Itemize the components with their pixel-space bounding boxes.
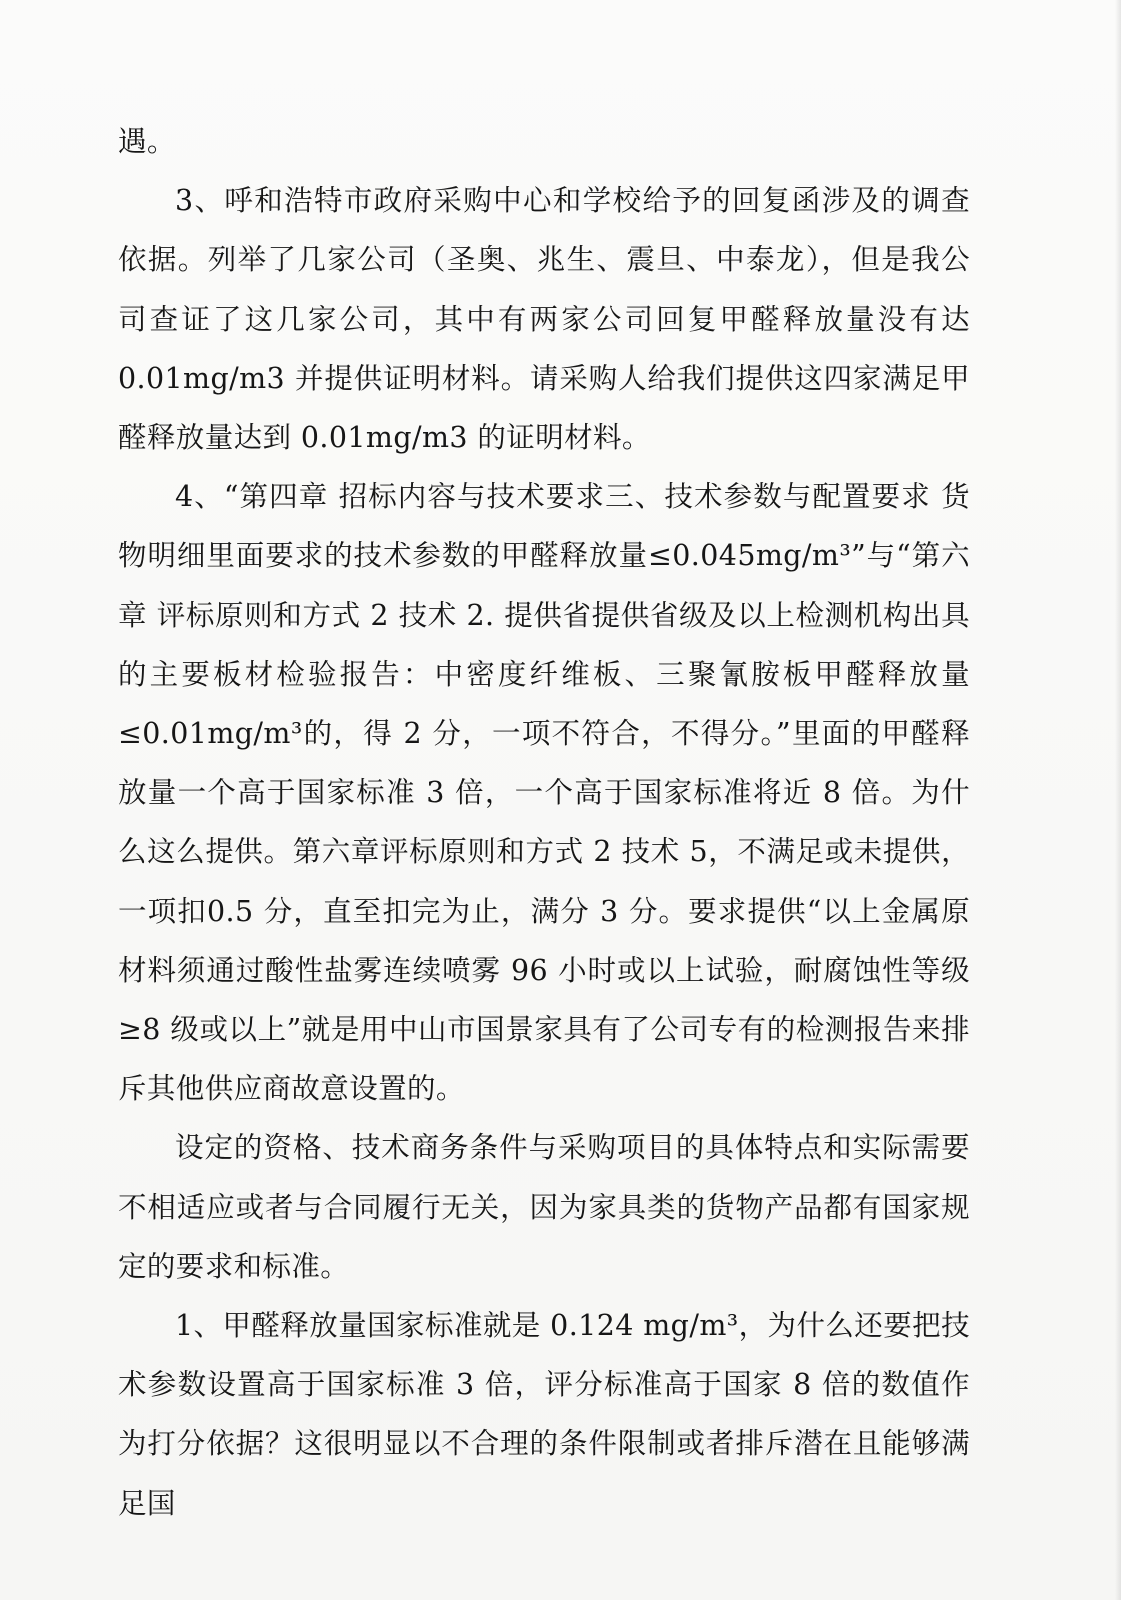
paragraph-conditions: 设定的资格、技术商务条件与采购项目的具体特点和实际需要不相适应或者与合同履行无关，因为家具类的货物产品都有国家规定的要求和标准。 xyxy=(118,1131,970,1283)
scan-edge-shadow xyxy=(1115,0,1121,1600)
paragraph-item-3: 3、呼和浩特市政府采购中心和学校给予的回复函涉及的调查依据。列举了几家公司（圣奥、兆生、震旦、中泰龙），但是我公司查证了这几家公司，其中有两家公司回复甲醛释放量没有达0.01mg/m3 并提供证明材料。请采购人给我们提供这四家满足甲醛释放量达到 0.01mg/m3 的证明材料。 xyxy=(118,184,970,455)
document-body xyxy=(118,112,970,1533)
paragraph-item-1: 1、甲醛释放量国家标准就是 0.124 mg/m³，为什么还要把技术参数设置高于国家标准 3 倍，评分标准高于国家 8 倍的数值作为打分依据？这很明显以不合理的条件限制或者排斥潜在且能够满足国 xyxy=(118,1309,970,1520)
paragraph-continuation: 遇。 xyxy=(118,125,176,158)
paragraph-item-4: 4、“第四章 招标内容与技术要求三、技术参数与配置要求 货物明细里面要求的技术参数的甲醛释放量≤0.045mg/m³”与“第六章 评标原则和方式 2 技术 2. 提供省提供省级及以上检测机构出具的主要板材检验报告：中密度纤维板、三聚氰胺板甲醛释放量≤0.01mg/m³的，得 2 分，一项不符合，不得分。”里面的甲醛释放量一个高于国家标准 3 倍，一个高于国家标准将近 8 倍。为什么这么提供。第六章评标原则和方式 2 技术 5，不满足或未提供，一项扣0.5 分，直至扣完为止，满分 3 分。要求提供“以上金属原材料须通过酸性盐雾连续喷雾 96 小时或以上试验，耐腐蚀性等级≥8 级或以上”就是用中山市国景家具有了公司专有的检测报告来排斥其他供应商故意设置的。 xyxy=(118,480,970,1106)
